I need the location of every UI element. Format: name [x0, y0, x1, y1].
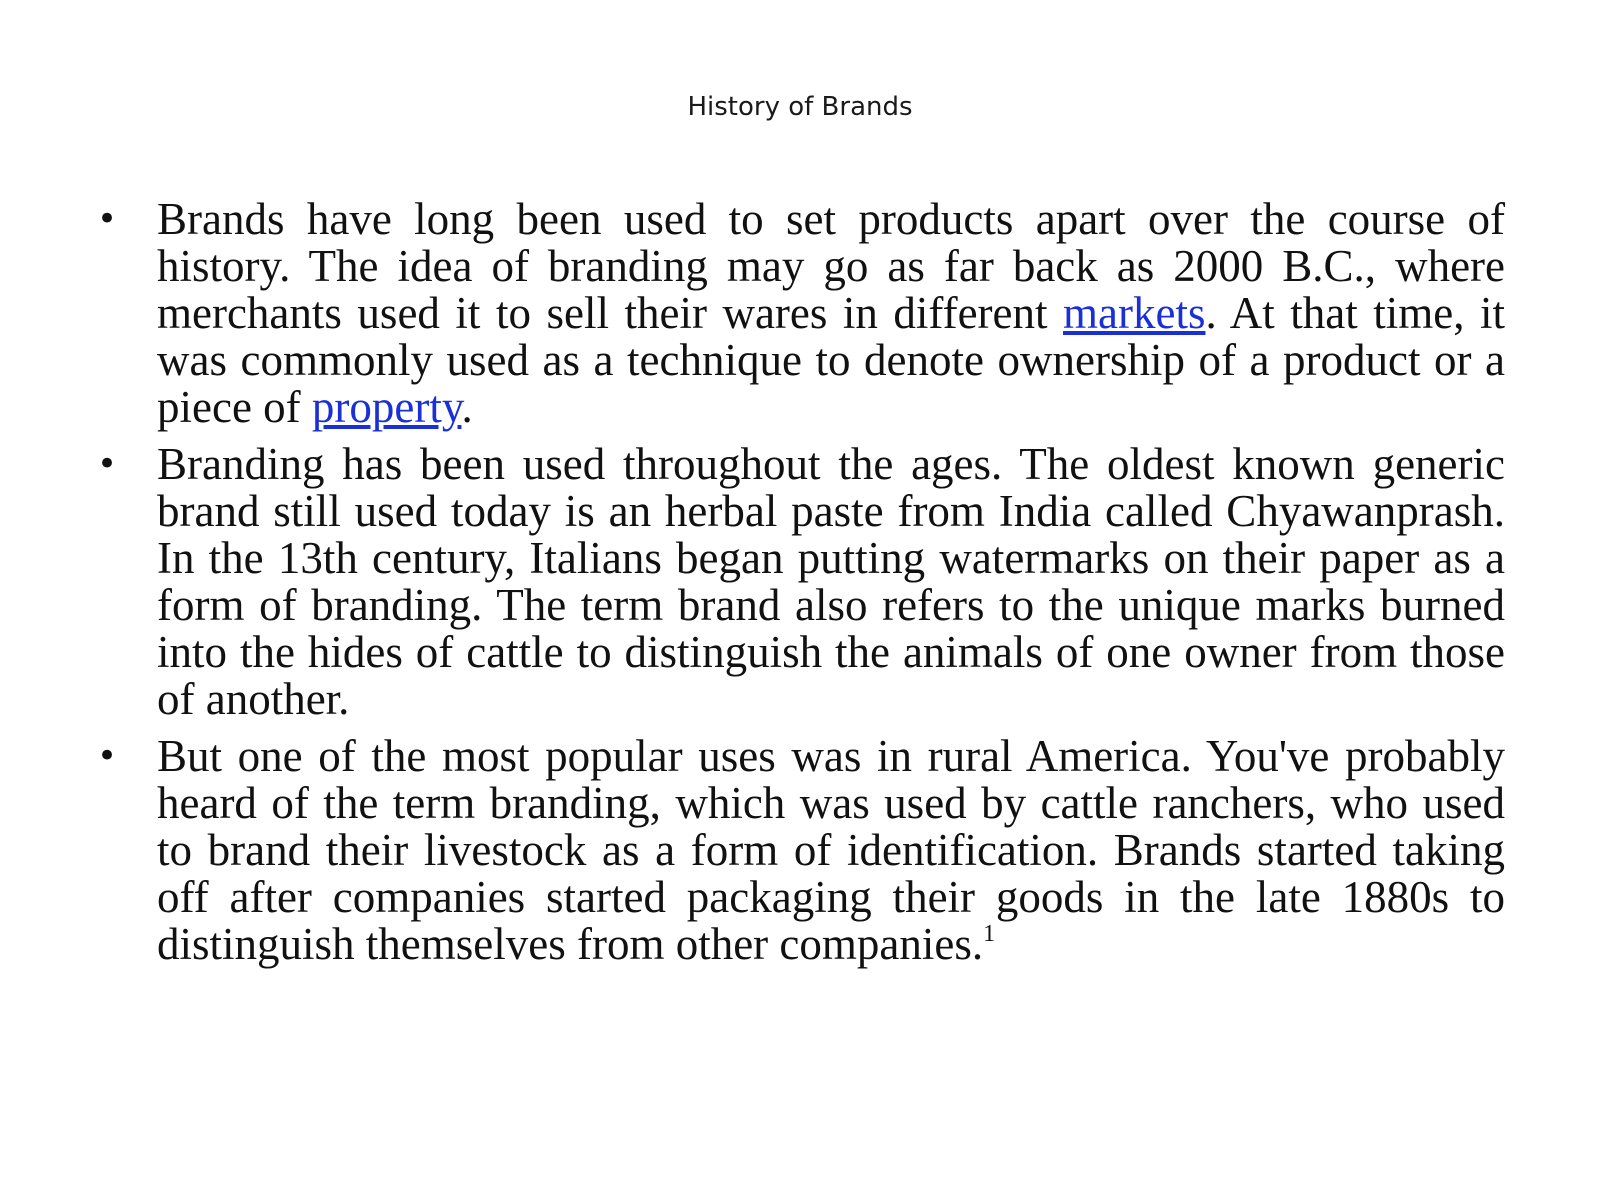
bullet-item-3: [97, 731, 1505, 969]
bullet-list: [97, 194, 1505, 978]
slide-title: History of Brands: [687, 92, 913, 122]
bullet-item-1: [97, 194, 1505, 432]
bullet-icon: •: [97, 736, 118, 776]
bullet-1-text-part-3: .: [461, 382, 473, 432]
bullet-1-text-part-2: . At that time, it was commonly used as a technique to denote ownership of a product or a piece of: [157, 288, 1505, 432]
property-link[interactable]: property: [311, 382, 462, 432]
bullet-1-text-part-1: Brands have long been used to set products apart over the course of history. The idea of branding may go as far back as 2000 B.C., where merchants used it to sell their wares in different: [157, 194, 1505, 338]
footnote-marker: 1: [983, 921, 996, 947]
bullet-2-text: Branding has been used throughout the ages. The oldest known generic brand still used today is an herbal paste from India called Chyawanprash. In the 13th century, Italians began putting watermarks on their paper as a form of branding. The term brand also refers to the unique marks burned into the hides of cattle to distinguish the animals of one owner from those of another.: [157, 439, 1505, 724]
bullet-item-2: [97, 439, 1505, 724]
bullet-icon: •: [97, 444, 118, 484]
bullet-icon: •: [97, 199, 118, 239]
markets-link[interactable]: markets: [1063, 288, 1206, 338]
bullet-3-text: But one of the most popular uses was in rural America. You've probably heard of the term branding, which was used by cattle ranchers, who used to brand their livestock as a form of identification. Brands started taking off after companies started packaging their goods in the late 1880s to distinguish themselves from other companies.: [157, 731, 1505, 969]
